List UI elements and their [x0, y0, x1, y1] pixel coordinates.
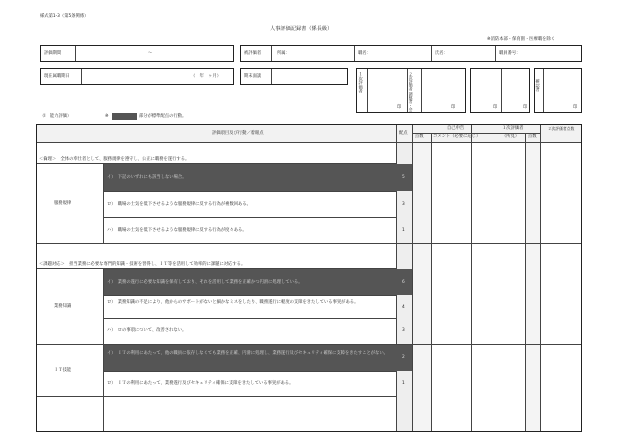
header-second-score: ２次評価者点数 — [547, 126, 575, 131]
knowledge-row-i-text: イ） 業務の遂行に必要な知識を保有しており、それを活用して業務を正確かつ円滑に処理している。 — [107, 280, 303, 285]
knowledge-row-ha-text: ハ） ロの事項について、改善されない。 — [107, 328, 187, 333]
service-label: 現在属職期日 — [44, 74, 70, 79]
ethics-row-i[interactable] — [104, 164, 412, 191]
knowledge-row-ro-points: 4 — [402, 305, 405, 310]
knowledge-row-ro-text: ロ） 業務知識の不足により、他からのサポートがないと細かなミスをしたり、職務遂行に軽度の支障をきたしている事実がある。 — [107, 300, 359, 305]
header-first-eval: １次評価者 — [502, 126, 524, 131]
evaluatee-label: 被評価者 — [244, 51, 262, 56]
it-row-ro-points: 1 — [402, 381, 405, 386]
ethics-row-i-text: イ） 下記のいずれにも該当しない場合。 — [107, 175, 187, 180]
it-row-i[interactable] — [104, 345, 412, 371]
it-row-i-text: イ） ＩＴの利用にあたって、他の職員に依存しなくても業務を正確、円滑に処理し、業務遂行及びセキュリティ確保に支障をきたすことがない。 — [107, 351, 388, 356]
period-label: 評価期間 — [44, 51, 62, 56]
second-seal-box — [470, 68, 530, 113]
header-items: 評価項目及び行動／着眼点 — [212, 131, 264, 136]
confirmer-label: 確認者 — [535, 79, 541, 92]
ethics-row-ro-points: 3 — [402, 202, 405, 207]
header-self-score: 点数 — [415, 134, 424, 139]
page-title: 人事評価記録書（係長級） — [270, 26, 333, 32]
period-value[interactable]: ～ — [148, 51, 153, 56]
confirmer-box — [534, 68, 582, 113]
final-rating-label: 期末面談 — [244, 74, 262, 79]
knowledge-row-i[interactable] — [104, 269, 412, 295]
header-self: 自己申告 — [447, 126, 465, 131]
exclusion-note: ※消防本部・保育園・医療職を除く — [487, 37, 556, 42]
standard-legend-swatch — [112, 113, 137, 120]
employee-no-field[interactable]: 職員番号： — [499, 51, 521, 56]
header-first-score: 点数 — [528, 134, 537, 139]
header-self-comment: コメント（必要に応じ） — [433, 134, 481, 139]
it-row-i-points: 2 — [402, 355, 405, 360]
section-label: （Ⅰ 能力評価） — [40, 114, 72, 119]
position-field[interactable]: 職名： — [358, 51, 371, 56]
item-business-knowledge: 業務知識 — [54, 304, 72, 309]
ethics-row-ha-points: 1 — [402, 228, 405, 233]
seal-2: 印 — [451, 105, 456, 110]
first-evaluator-label: １次評価者 — [358, 72, 364, 93]
seal-3: 印 — [493, 105, 498, 110]
item-it-skills: ＩＴ技能 — [54, 368, 72, 373]
category-task-title: ＜課題対応＞ 担当業務に必要な専門的知識・技術を習得し、ＩＴ等を活用して効率的に課題に対応する。 — [39, 262, 246, 267]
category-ethics-title: ＜倫理＞ 全体の奉仕者として、服務規律を遵守し、公正に職務を遂行する。 — [39, 157, 190, 162]
evaluatee-box — [240, 45, 582, 62]
it-row-ro-text: ロ） ＩＴの利用にあたって、業務遂行及びセキュリティ確保に支障をきたしている事実がある。 — [107, 381, 294, 386]
section-mark: ※ — [105, 114, 109, 119]
seal-4: 印 — [523, 105, 528, 110]
evaluation-table — [36, 124, 582, 432]
adjuster-label: ２次評価者 調整者・会 — [409, 72, 415, 112]
seal-5: 印 — [573, 105, 578, 110]
form-number: 様式第1-3（第5条関係） — [40, 14, 89, 19]
final-rating-box — [240, 68, 348, 85]
header-first-opinion: （所見） — [502, 134, 520, 139]
ethics-row-ha-text: ハ） 職場の士気を低下させるような服務規律に反する行為が度々ある。 — [107, 228, 247, 233]
seal-1: 印 — [397, 105, 402, 110]
first-evaluator-box — [356, 68, 466, 113]
section-note-text: 部分が標準配点の行動。 — [139, 114, 187, 119]
name-field[interactable]: 氏名： — [435, 51, 448, 56]
dept-field[interactable]: 所属： — [277, 51, 290, 56]
service-value[interactable]: （ 年 ヶ月） — [191, 74, 222, 79]
ethics-row-ro-text: ロ） 職場の士気を低下させるような服務規律に反する行為が複数回ある。 — [107, 202, 251, 207]
knowledge-row-ha-points: 3 — [402, 328, 405, 333]
header-points: 配点 — [399, 131, 408, 136]
knowledge-row-i-points: 6 — [402, 280, 405, 285]
period-box — [40, 45, 234, 62]
item-service-discipline: 服務規律 — [54, 201, 72, 206]
service-box — [40, 68, 234, 85]
ethics-row-i-points: 5 — [402, 175, 405, 180]
